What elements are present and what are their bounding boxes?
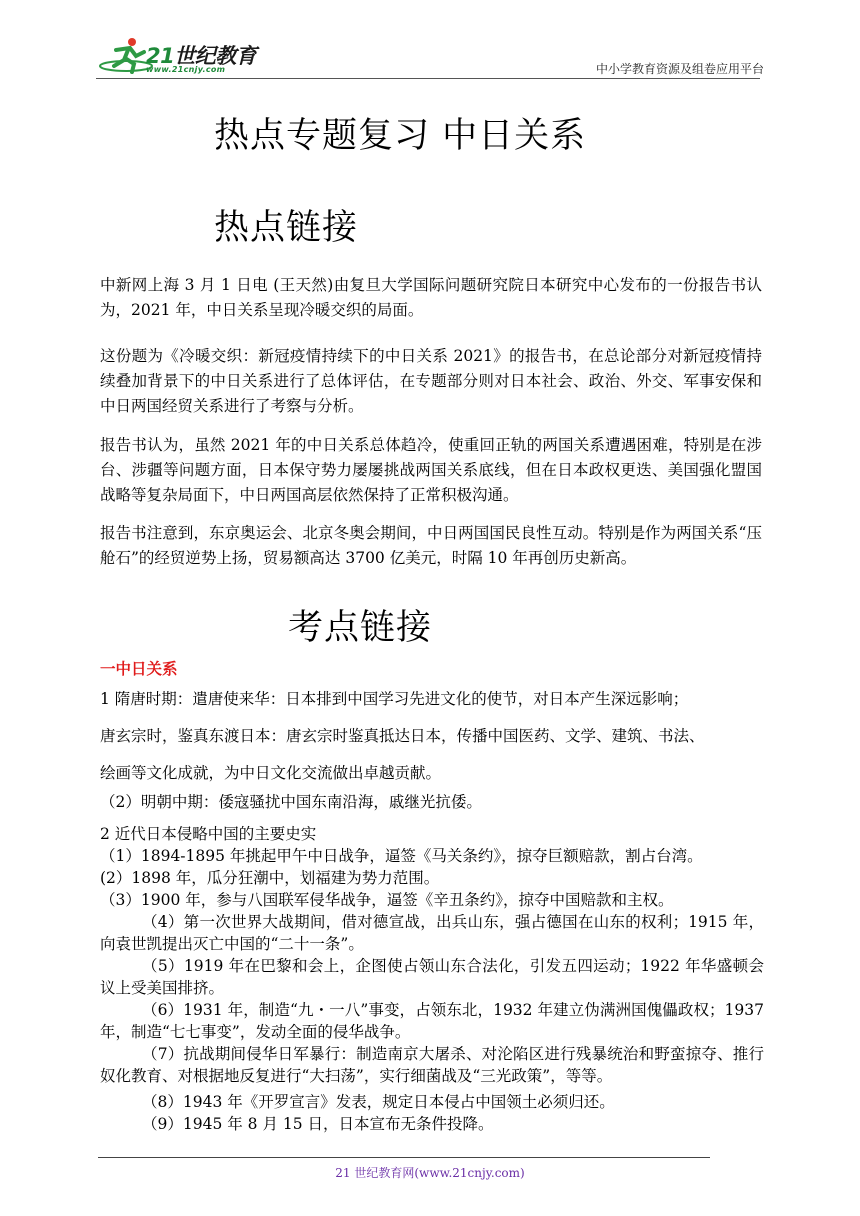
exam-line-4: （2）明朝中期：倭寇骚扰中国东南沿海，戚继光抗倭。 — [100, 793, 482, 811]
exam-link-heading: 考点链接 — [288, 608, 433, 648]
section-heading: 一中日关系 — [100, 659, 178, 678]
exam-block-7: （7）抗战期间侵华日军暴行：制造南京大屠杀、对沦陷区进行残暴统治和野蛮掠夺、推行奴化教育、对根据地反复进行“大扫荡”，实行细菌战及“三光政策”，等等。 — [100, 1045, 764, 1085]
hot-paragraph-2: 这份题为《冷暖交织：新冠疫情持续下的中日关系 2021》的报告书，在总论部分对新冠疫情持续叠加背景下的中日关系进行了总体评估，在专题部分则对日本社会、政治、外交、军事安保和中日两国经贸关系进行了考察与分析。 — [100, 347, 762, 415]
logo-url: www.21cnjy.com — [146, 65, 226, 74]
exam-block-6: （6）1931 年，制造“九・一八”事变，占领东北，1932 年建立伪满洲国傀儡政权；1937 年，制造“七七事变”，发动全面的侵华战争。 — [100, 1001, 764, 1041]
exam-block-9: （9）1945 年 8 月 15 日，日本宣布无条件投降。 — [142, 1115, 494, 1133]
exam-line-1: 1 隋唐时期：遣唐使来华：日本排到中国学习先进文化的使节，对日本产生深远影响； — [100, 690, 689, 708]
exam-block-8: （8）1943 年《开罗宣言》发表，规定日本侵占中国领土必须归还。 — [142, 1093, 615, 1111]
exam-line-6: （1）1894-1895 年挑起甲午中日战争，逼签《马关条约》，掠夺巨额赔款，割占台湾。 — [100, 847, 703, 865]
exam-line-8: （3）1900 年，参与八国联军侵华战争，逼签《辛丑条约》，掠夺中国赔款和主权。 — [100, 891, 674, 909]
hot-paragraph-4: 报告书注意到，东京奥运会、北京冬奥会期间，中日两国国民良性互动。特别是作为两国关系“压舱石”的经贸逆势上扬，贸易额高达 3700 亿美元，时隔 10 年再创历史新高。 — [100, 524, 762, 567]
exam-block-5: （5）1919 年在巴黎和会上，企图使占领山东合法化，引发五四运动；1922 年华盛顿会议上受美国排挤。 — [100, 957, 764, 997]
exam-line-7: (2）1898 年，瓜分狂潮中，划福建为势力范围。 — [100, 869, 440, 887]
hot-paragraph-1: 中新网上海 3 月 1 日电 (王天然)由复旦大学国际问题研究院日本研究中心发布的一份报告书认为，2021 年，中日关系呈现冷暖交织的局面。 — [100, 276, 762, 319]
footer-text: 21 世纪教育网(www.21cnjy.com) — [335, 1166, 525, 1180]
hot-link-heading: 热点链接 — [214, 208, 359, 248]
hot-paragraph-3: 报告书认为，虽然 2021 年的中日关系总体趋冷，使重回正轨的两国关系遭遇困难，特别是在涉台、涉疆等问题方面，日本保守势力屡屡挑战两国关系底线，但在日本政权更迭、美国强化盟国战略等复杂局面下，中日两国高层依然保持了正常积极沟通。 — [100, 436, 762, 504]
logo-number: 21 — [146, 44, 175, 68]
exam-line-2: 唐玄宗时，鉴真东渡日本：唐玄宗时鉴真抵达日本，传播中国医药、文学、建筑、书法、 — [100, 727, 705, 745]
exam-block-4: （4）第一次世界大战期间，借对德宣战，出兵山东，强占德国在山东的权利；1915 年，向袁世凯提出灭亡中国的“二十一条”。 — [100, 913, 764, 953]
platform-tagline: 中小学教育资源及组卷应用平台 — [595, 62, 764, 76]
exam-line-5: 2 近代日本侵略中国的主要史实 — [100, 825, 317, 843]
footer-divider — [98, 1157, 710, 1158]
header-divider — [96, 78, 760, 79]
logo-name: 世纪教育 — [174, 44, 257, 68]
page-title: 热点专题复习 中日关系 — [214, 116, 587, 156]
exam-line-3: 绘画等文化成就，为中日文化交流做出卓越贡献。 — [100, 764, 442, 782]
